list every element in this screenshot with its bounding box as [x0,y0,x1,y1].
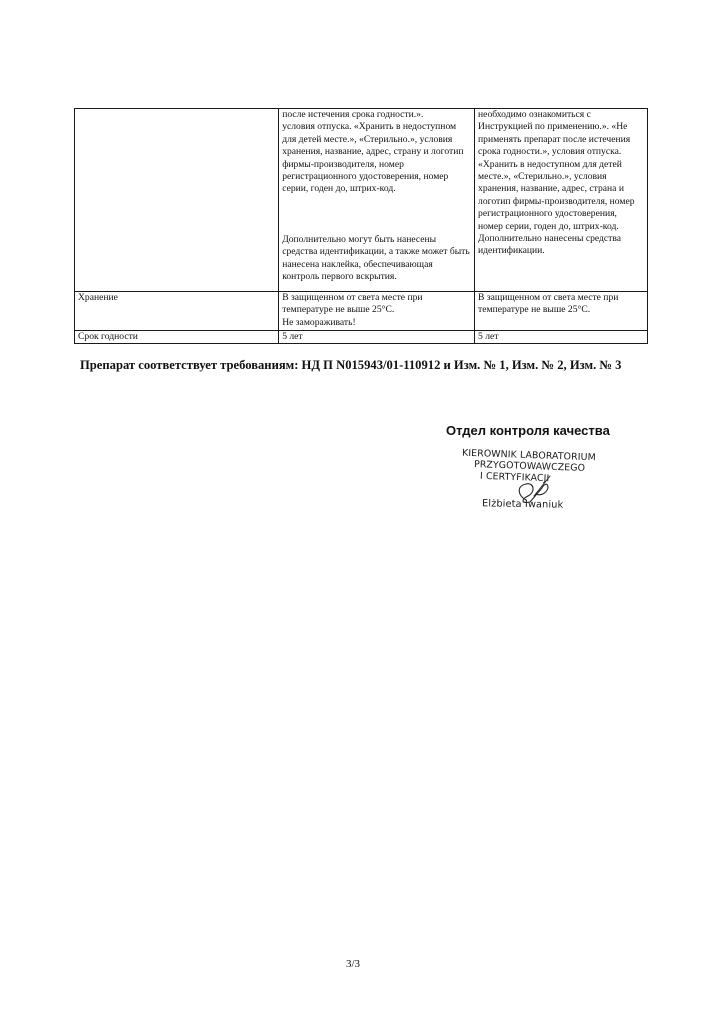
spec-text-a: после истечения срока годности.». условия отпуска. «Хранить в недоступном для детей месте.», «Стерильно.», условия хранения, название, адрес, страну и логотип фирмы-производителя, номер регистрационного удостоверения, номер серии, годен до, штрих-код. [282,109,464,195]
table-row [75,109,648,292]
param-cell: Срок годности [75,331,279,344]
spec-cell-b [475,109,648,292]
stamp-name: Elżbieta Iwaniuk [481,498,564,511]
specification-table [74,108,648,344]
stamp-line-2: PRZYGOTOWAWCZEGO [473,459,586,474]
compliance-statement: Препарат соответствует требованиям: НД П N015943/01-110912 и Изм. № 1, Изм. № 2, Изм. № 3 [80,358,622,372]
spec-cell-a: 5 лет [279,331,475,344]
spec-text-b: необходимо ознакомиться с Инструкцией по применению.». «Не применять препарат после истечения срока годности.», условия отпуска. «Хранить в недоступном для детей месте.», «Стерильно.», условия хранения, название, адрес, страна и логотип фирмы-производителя, номер регистрационного удостоверения, номер серии, годен до, штрих-код. Дополнительно нанесены средства идентификации. [478,109,635,257]
spec-cell-b: 5 лет [475,331,648,344]
param-cell [75,109,279,292]
spec-cell-a: В защищенном от света месте при температуре не выше 25°С. Не замораживать! [279,292,475,331]
department-title: Отдел контроля качества [446,423,610,438]
spec-cell-a [279,109,475,292]
table-row [75,292,648,331]
param-cell: Хранение [75,292,279,331]
page-number: 3/3 [346,958,361,970]
stamp-line-3: I CERTYFIKACJI [479,470,550,485]
handwritten-signature [496,466,566,512]
stamp-line-1: KIEROWNIK LABORATORIUM [461,447,596,464]
spec-text-a-extra: Дополнительно могут быть нанесены средства идентификации, а также может быть нанесена наклейка, обеспечивающая контроль первого вскрытия. [282,233,470,283]
spec-cell-b: В защищенном от света месте при температуре не выше 25°С. [475,292,648,331]
table-row [75,331,648,344]
